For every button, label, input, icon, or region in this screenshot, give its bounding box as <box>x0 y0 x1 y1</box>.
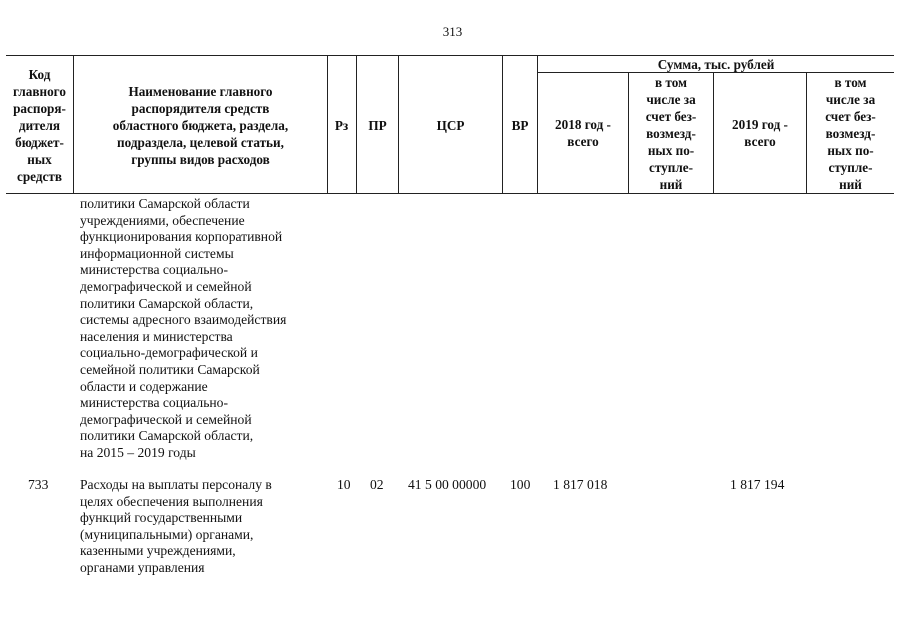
header-2018-free: в том числе за счет без- возмезд- ных по- ступле- ний <box>645 74 697 192</box>
row-2018-total: 1 817 018 <box>553 477 608 492</box>
row-2019-total: 1 817 194 <box>730 477 785 492</box>
header-vr: ВР <box>511 117 529 133</box>
row-name: политики Самарской области учреждениями, обеспечение функционирования корпоративной информационной системы министерства социально- демографической и семейной политики Самарской области, системы адресного взаимодействия населения и министерства социально-демографической и семейной политики Самарской области и содержание министерства социально- демографической и семейной политики Самарской области, на 2015 – 2019 годы <box>80 196 287 460</box>
header-rz: Рз <box>334 117 349 133</box>
header-code: Код главного распоря- дителя бюджет- ных средств <box>13 66 66 184</box>
row-csr: 41 5 00 00000 <box>408 477 487 492</box>
row-pr: 02 <box>370 477 384 492</box>
header-2019-total: 2019 год - всего <box>732 117 788 149</box>
page-number: 313 <box>442 24 463 39</box>
row-name: Расходы на выплаты персоналу в целях обеспечения выполнения функций государственными (муниципальными) органами, казенными учреждениями, органами управления <box>80 477 272 575</box>
row-rz: 10 <box>337 477 351 492</box>
row-code: 733 <box>28 477 49 492</box>
header-name: Наименование главного распорядителя средств областного бюджета, раздела, подраздела, целевой статьи, группы видов расходов <box>112 83 289 167</box>
row-vr: 100 <box>510 477 531 492</box>
header-pr: ПР <box>368 117 387 133</box>
header-csr: ЦСР <box>436 117 465 133</box>
header-bottom-border <box>6 193 894 194</box>
header-2019-free: в том числе за счет без- возмезд- ных по- ступле- ний <box>825 74 876 192</box>
header-sum-title: Сумма, тыс. рублей <box>657 56 775 72</box>
header-2018-total: 2018 год - всего <box>555 117 611 149</box>
